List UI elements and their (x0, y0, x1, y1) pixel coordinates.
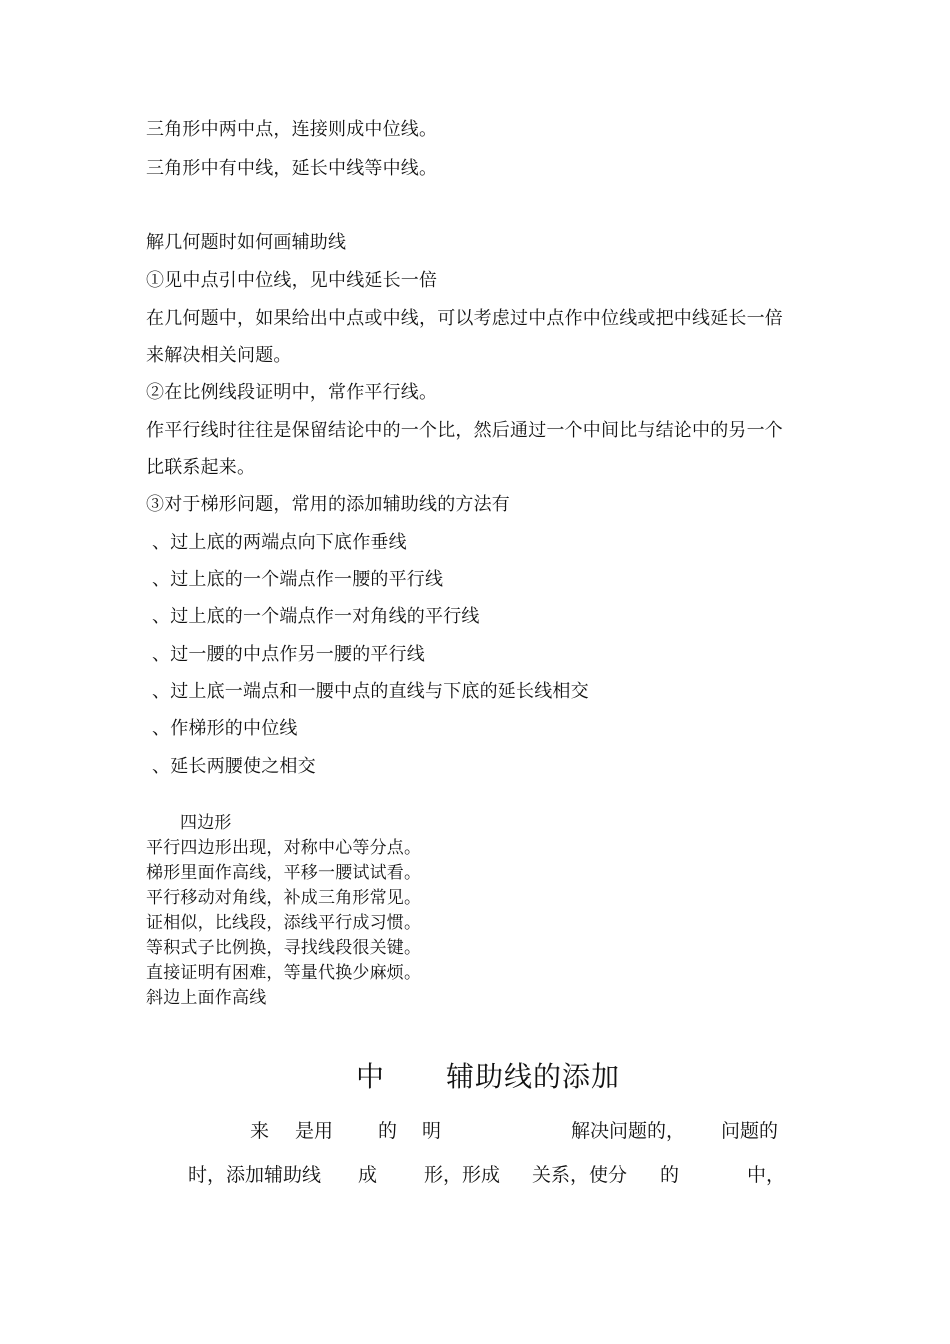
text-fragment: 时，添加辅助线 (188, 1164, 322, 1186)
verse-line: 等积式子比例换，寻找线段很关键。 (146, 938, 422, 958)
verse-line: 梯形里面作高线，平移一腰试试看。 (146, 863, 422, 883)
text-fragment: 形，形成 (424, 1164, 501, 1186)
list-item: 、延长两腰使之相交 (152, 756, 316, 777)
text-line: 三角形中有中线，延长中线等中线。 (146, 158, 438, 179)
text-fragment: 的 (378, 1120, 398, 1142)
verse-line: 直接证明有困难，等量代换少麻烦。 (146, 963, 422, 983)
text-fragment: 是用 (295, 1120, 334, 1142)
text-fragment: 明 (422, 1120, 442, 1142)
text-fragment: 的 (660, 1164, 680, 1186)
text-fragment: 解决问题的， (571, 1120, 686, 1142)
list-item: 、过上底的一个端点作一腰的平行线 (152, 569, 444, 590)
text-fragment: 关系，使分 (532, 1164, 628, 1186)
text-fragment: 中， (747, 1164, 786, 1186)
verse-line: 斜边上面作高线 (146, 988, 267, 1008)
text-line: 作平行线时往往是保留结论中的一个比，然后通过一个中间比与结论中的另一个 (146, 420, 783, 441)
verse-line: 证相似，比线段，添线平行成习惯。 (146, 913, 422, 933)
text-line: 比联系起来。 (146, 457, 256, 478)
verse-line: 平行移动对角线，补成三角形常见。 (146, 888, 422, 908)
text-fragment: 问题的 (721, 1120, 779, 1142)
text-line: 来解决相关问题。 (146, 345, 292, 366)
text-fragment: 来 (250, 1120, 270, 1142)
section-heading: 四边形 (180, 813, 232, 833)
title-part: 辅助线的添加 (446, 1060, 621, 1093)
text-line: 三角形中两中点，连接则成中位线。 (146, 119, 438, 140)
title-part: 中 (356, 1060, 385, 1093)
list-item: 、过上底一端点和一腰中点的直线与下底的延长线相交 (152, 681, 589, 702)
verse-line: 平行四边形出现，对称中心等分点。 (146, 838, 422, 858)
text-fragment: 成 (358, 1164, 378, 1186)
section-heading: 解几何题时如何画辅助线 (146, 232, 347, 253)
text-line: 在几何题中，如果给出中点或中线，可以考虑过中点作中位线或把中线延长一倍 (146, 308, 783, 329)
list-item: 、过上底的两端点向下底作垂线 (152, 532, 407, 553)
list-item: 、过一腰的中点作另一腰的平行线 (152, 644, 425, 665)
list-item: 、过上底的一个端点作一对角线的平行线 (152, 606, 480, 627)
text-line: ③对于梯形问题，常用的添加辅助线的方法有 (146, 494, 510, 515)
text-line: ①见中点引中位线，见中线延长一倍 (146, 270, 438, 291)
list-item: 、作梯形的中位线 (152, 718, 298, 739)
text-line: ②在比例线段证明中，常作平行线。 (146, 382, 438, 403)
